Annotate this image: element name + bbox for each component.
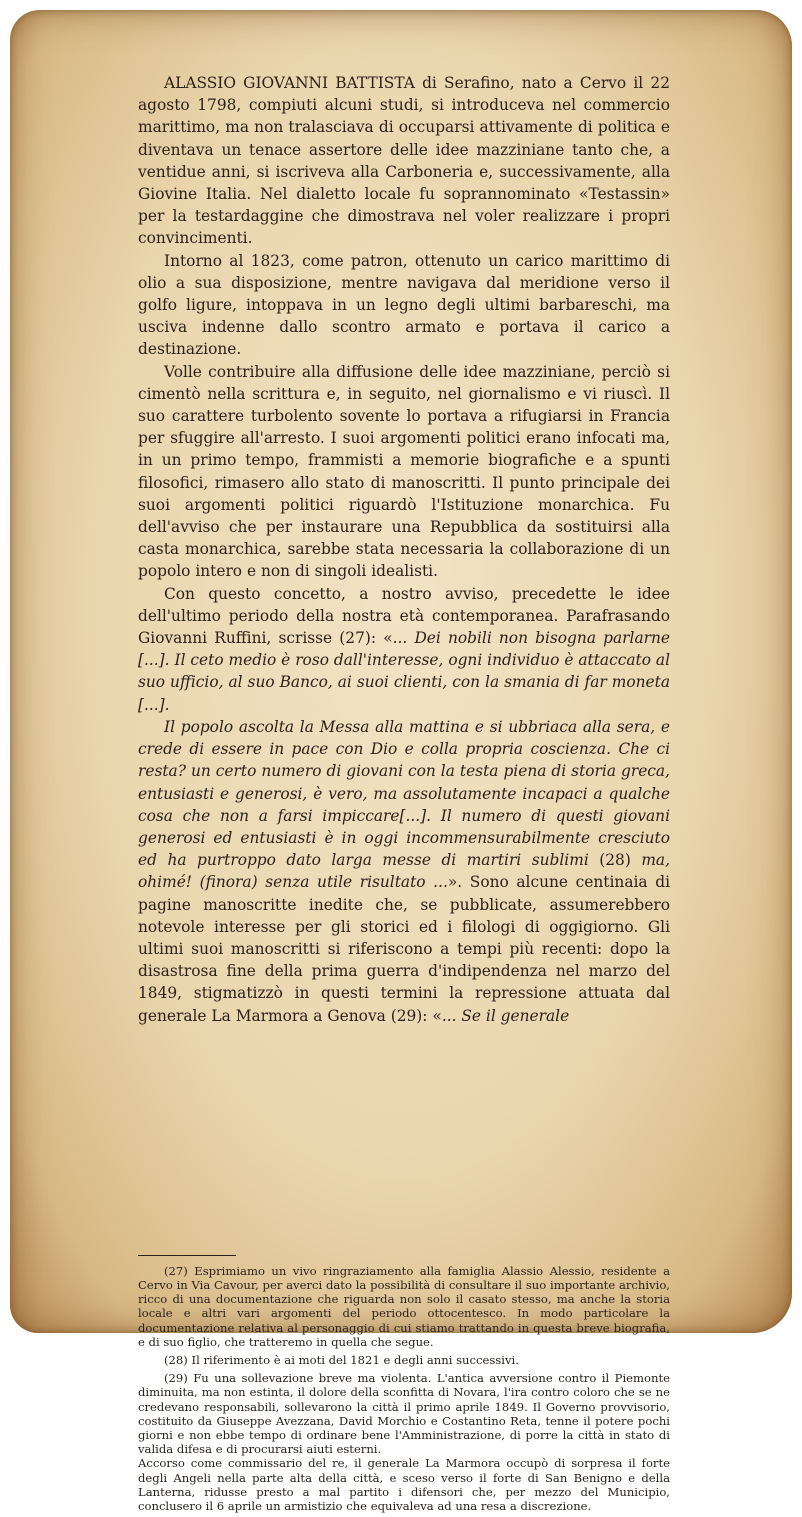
footnote-separator bbox=[138, 1255, 236, 1256]
paragraph-3: Volle contribuire alla diffusione delle idee mazziniane, perciò si cimentò nella scrittura e, in seguito, nel giornalismo e vi riuscì. Il suo carattere turbolento sovente lo portava a rifugiarsi in Francia per sfuggire all'arresto. I suoi argomenti politici erano infocati ma, in un primo tempo, frammisti a memorie biografiche e a spunti filosofici, rimasero allo stato di manoscritti. Il punto principale dei suoi argomenti politici riguardò l'Istituzione monarchica. Fu dell'avviso che per instaurare una Repubblica da sostituirsi alla casta monarchica, sarebbe stata necessaria la collaborazione di un popolo intero e non di singoli idealisti. bbox=[138, 362, 670, 581]
paragraph-5-quote-c: ... Se il generale bbox=[441, 1006, 570, 1025]
footnote-29-continuation: Accorso come commissario del re, il generale La Marmora occupò di sorpresa il forte degli Angeli nella parte alta della città, e sceso verso il forte di San Benigno e della Lanterna, ridusse presto a mal partito i difensori che, per mezzo del Municipio, conclusero il 6 aprile un armistizio che equivaleva ad una resa a discrezione. bbox=[138, 1456, 670, 1513]
footnote-29: (29) Fu una sollevazione breve ma violenta. L'antica avversione contro il Piemonte diminuita, ma non estinta, il dolore della sconfitta di Novara, l'ira contro coloro che se ne credevano responsabili, sollevarono la città il primo aprile 1849. Il Governo provvisorio, costituito da Giuseppe Avezzana, David Morchio e Costantino Reta, tenne il potere pochi giorni e non ebbe tempo di ordinare bene l'Amministrazione, di porre la città in stato di valida difesa e di procurarsi aiuti esterni. bbox=[138, 1371, 670, 1457]
footnote-28: (28) Il riferimento è ai moti del 1821 e degli anni successivi. bbox=[164, 1352, 519, 1367]
paragraph-5-quote-b: ma, ohimé! (finora) senza utile risultato ... bbox=[138, 851, 670, 892]
footnote-ref-28: (28) bbox=[588, 851, 642, 870]
document-page bbox=[138, 72, 670, 1517]
footnotes bbox=[138, 1264, 670, 1513]
paragraph-5-quote-a: Il popolo ascolta la Messa alla mattina e si ubbriaca alla sera, e crede di essere in pace con Dio e colla propria coscienza. Che ci resta? un certo numero di giovani con la testa piena di storia greca, entusiasti e generosi, è vero, ma assolutamente incapaci a qualche cosa che non a farsi impiccare[...]. Il numero di questi giovani generosi ed entusiasti è in oggi incommensurabilmente cresciuto ed ha purtroppo dato larga messe di martiri sublimi bbox=[138, 717, 670, 870]
paragraph-1: ALASSIO GIOVANNI BATTISTA di Serafino, nato a Cervo il 22 agosto 1798, compiuti alcuni studi, si introduceva nel commercio marittimo, ma non tralasciava di occuparsi attivamente di politica e diventava un tenace assertore delle idee mazziniane tanto che, a ventidue anni, si iscriveva alla Carboneria e, successivamente, alla Giovine Italia. Nel dialetto locale fu soprannominato «Testassin» per la testardaggine che dimostrava nel voler realizzare i propri convincimenti. bbox=[138, 74, 670, 248]
paragraph-4-text: Con questo concetto, a nostro avviso, precedette le idee dell'ultimo periodo della nostra età contemporanea. Parafrasando Giovanni Ruffini, scrisse (27): « bbox=[138, 584, 670, 648]
paragraph-2: Intorno al 1823, come patron, ottenuto un carico marittimo di olio a sua disposizione, mentre navigava dal meridione verso il golfo ligure, intoppava in un legno degli ultimi barbareschi, ma usciva indenne dallo scontro armato e portava il carico a destinazione. bbox=[138, 251, 670, 359]
paragraph-5 bbox=[138, 716, 670, 1027]
paragraph-5-text: ». Sono alcune centinaia di pagine manoscritte inedite che, se pubblicate, assumerebbero notevole interesse per gli storici ed i filologi di oggigiorno. Gli ultimi suoi manoscritti si riferiscono a tempi più recenti: dopo la disastrosa fine della prima guerra d'indipendenza nel marzo del 1849, stigmatizzò in questi termini la repressione attuata dal generale La Marmora a Genova (29): « bbox=[138, 873, 670, 1025]
paragraph-4 bbox=[138, 583, 670, 716]
footnote-27: (27) Esprimiamo un vivo ringraziamento alla famiglia Alassio Alessio, residente a Cervo in Via Cavour, per averci dato la possibilità di consultare il suo importante archivio, ricco di una documentazione che riguarda non solo il casato stesso, ma anche la storia locale e altri vari argomenti del periodo ottocentesco. In modo particolare la documentazione relativa al personaggio di cui stiamo trattando in questa breve biografia, e di suo figlio, che tratteremo in quella che segue. bbox=[138, 1263, 670, 1349]
paragraph-4-quote: ... Dei nobili non bisogna parlarne [...]. Il ceto medio è roso dall'interesse, ogni individuo è attaccato al suo ufficio, al suo Banco, ai suoi clienti, con la smania di far moneta [...]. bbox=[138, 629, 670, 714]
body-text bbox=[138, 72, 670, 1027]
